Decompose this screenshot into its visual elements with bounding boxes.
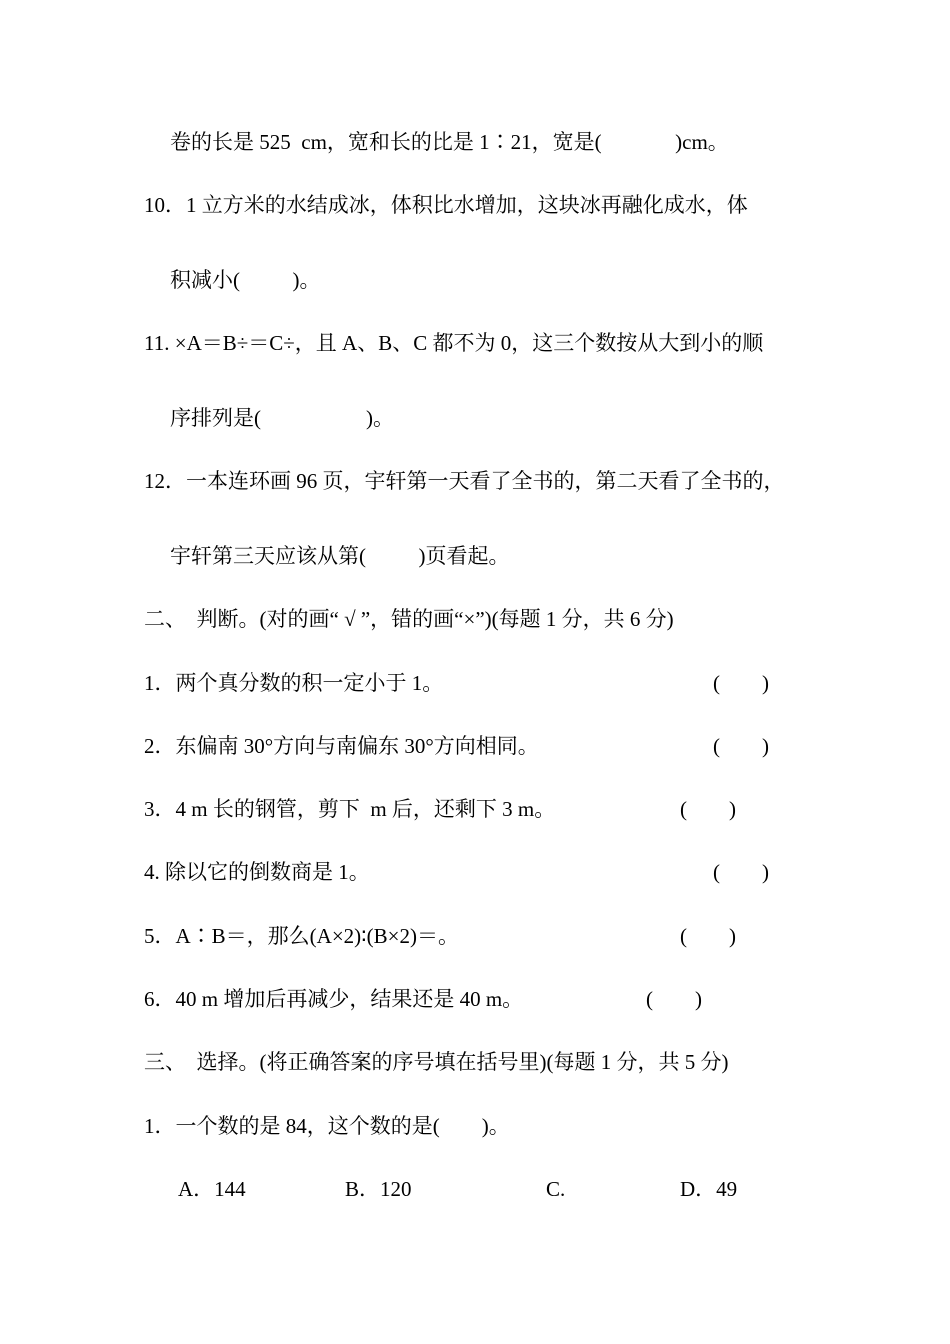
choice-option-c: C. (546, 1177, 566, 1201)
judge-item-2: 2．东偏南 30°方向与南偏东 30°方向相同。 (144, 734, 539, 758)
judge-answer-blank-3[interactable]: ( ) (680, 797, 736, 821)
q9-continuation: 卷的长是 525 cm，宽和长的比是 1∶21，宽是( )cm。 (170, 130, 729, 154)
q12-line1: 12．一本连环画 96 页，宇轩第一天看了全书的，第二天看了全书的， (144, 469, 785, 493)
q11-line2: 序排列是( )。 (170, 406, 394, 430)
judge-answer-blank-5[interactable]: ( ) (680, 924, 736, 948)
judge-item-4: 4. 除以它的倒数商是 1。 (144, 860, 370, 884)
judge-item-5: 5．A∶B＝，那么(A×2)∶(B×2)＝。 (144, 924, 459, 948)
judge-answer-blank-4[interactable]: ( ) (713, 860, 769, 884)
judge-heading: 二、 判断。(对的画“ √ ”，错的画“×”)(每题 1 分，共 6 分) (144, 607, 674, 631)
judge-answer-blank-6[interactable]: ( ) (646, 987, 702, 1011)
judge-item-3: 3．4 m 长的钢管，剪下 m 后，还剩下 3 m。 (144, 797, 556, 821)
choice-question-1: 1．一个数的是 84，这个数的是( )。 (144, 1114, 510, 1138)
judge-item-6: 6．40 m 增加后再减少，结果还是 40 m。 (144, 987, 524, 1011)
choice-option-a: A．144 (178, 1177, 246, 1201)
choice-heading: 三、 选择。(将正确答案的序号填在括号里)(每题 1 分，共 5 分) (144, 1050, 729, 1074)
judge-item-1: 1．两个真分数的积一定小于 1。 (144, 671, 444, 695)
choice-option-b: B．120 (345, 1177, 412, 1201)
choice-option-d: D．49 (680, 1177, 738, 1201)
q10-line1: 10．1 立方米的水结成冰，体积比水增加，这块冰再融化成水，体 (144, 193, 748, 217)
judge-answer-blank-2[interactable]: ( ) (713, 734, 769, 758)
q11-line1: 11. ×A＝B÷＝C÷，且 A、B、C 都不为 0，这三个数按从大到小的顺 (144, 331, 764, 355)
judge-answer-blank-1[interactable]: ( ) (713, 671, 769, 695)
q10-line2: 积减小( )。 (170, 268, 321, 292)
q12-line2: 宇轩第三天应该从第( )页看起。 (170, 544, 510, 568)
